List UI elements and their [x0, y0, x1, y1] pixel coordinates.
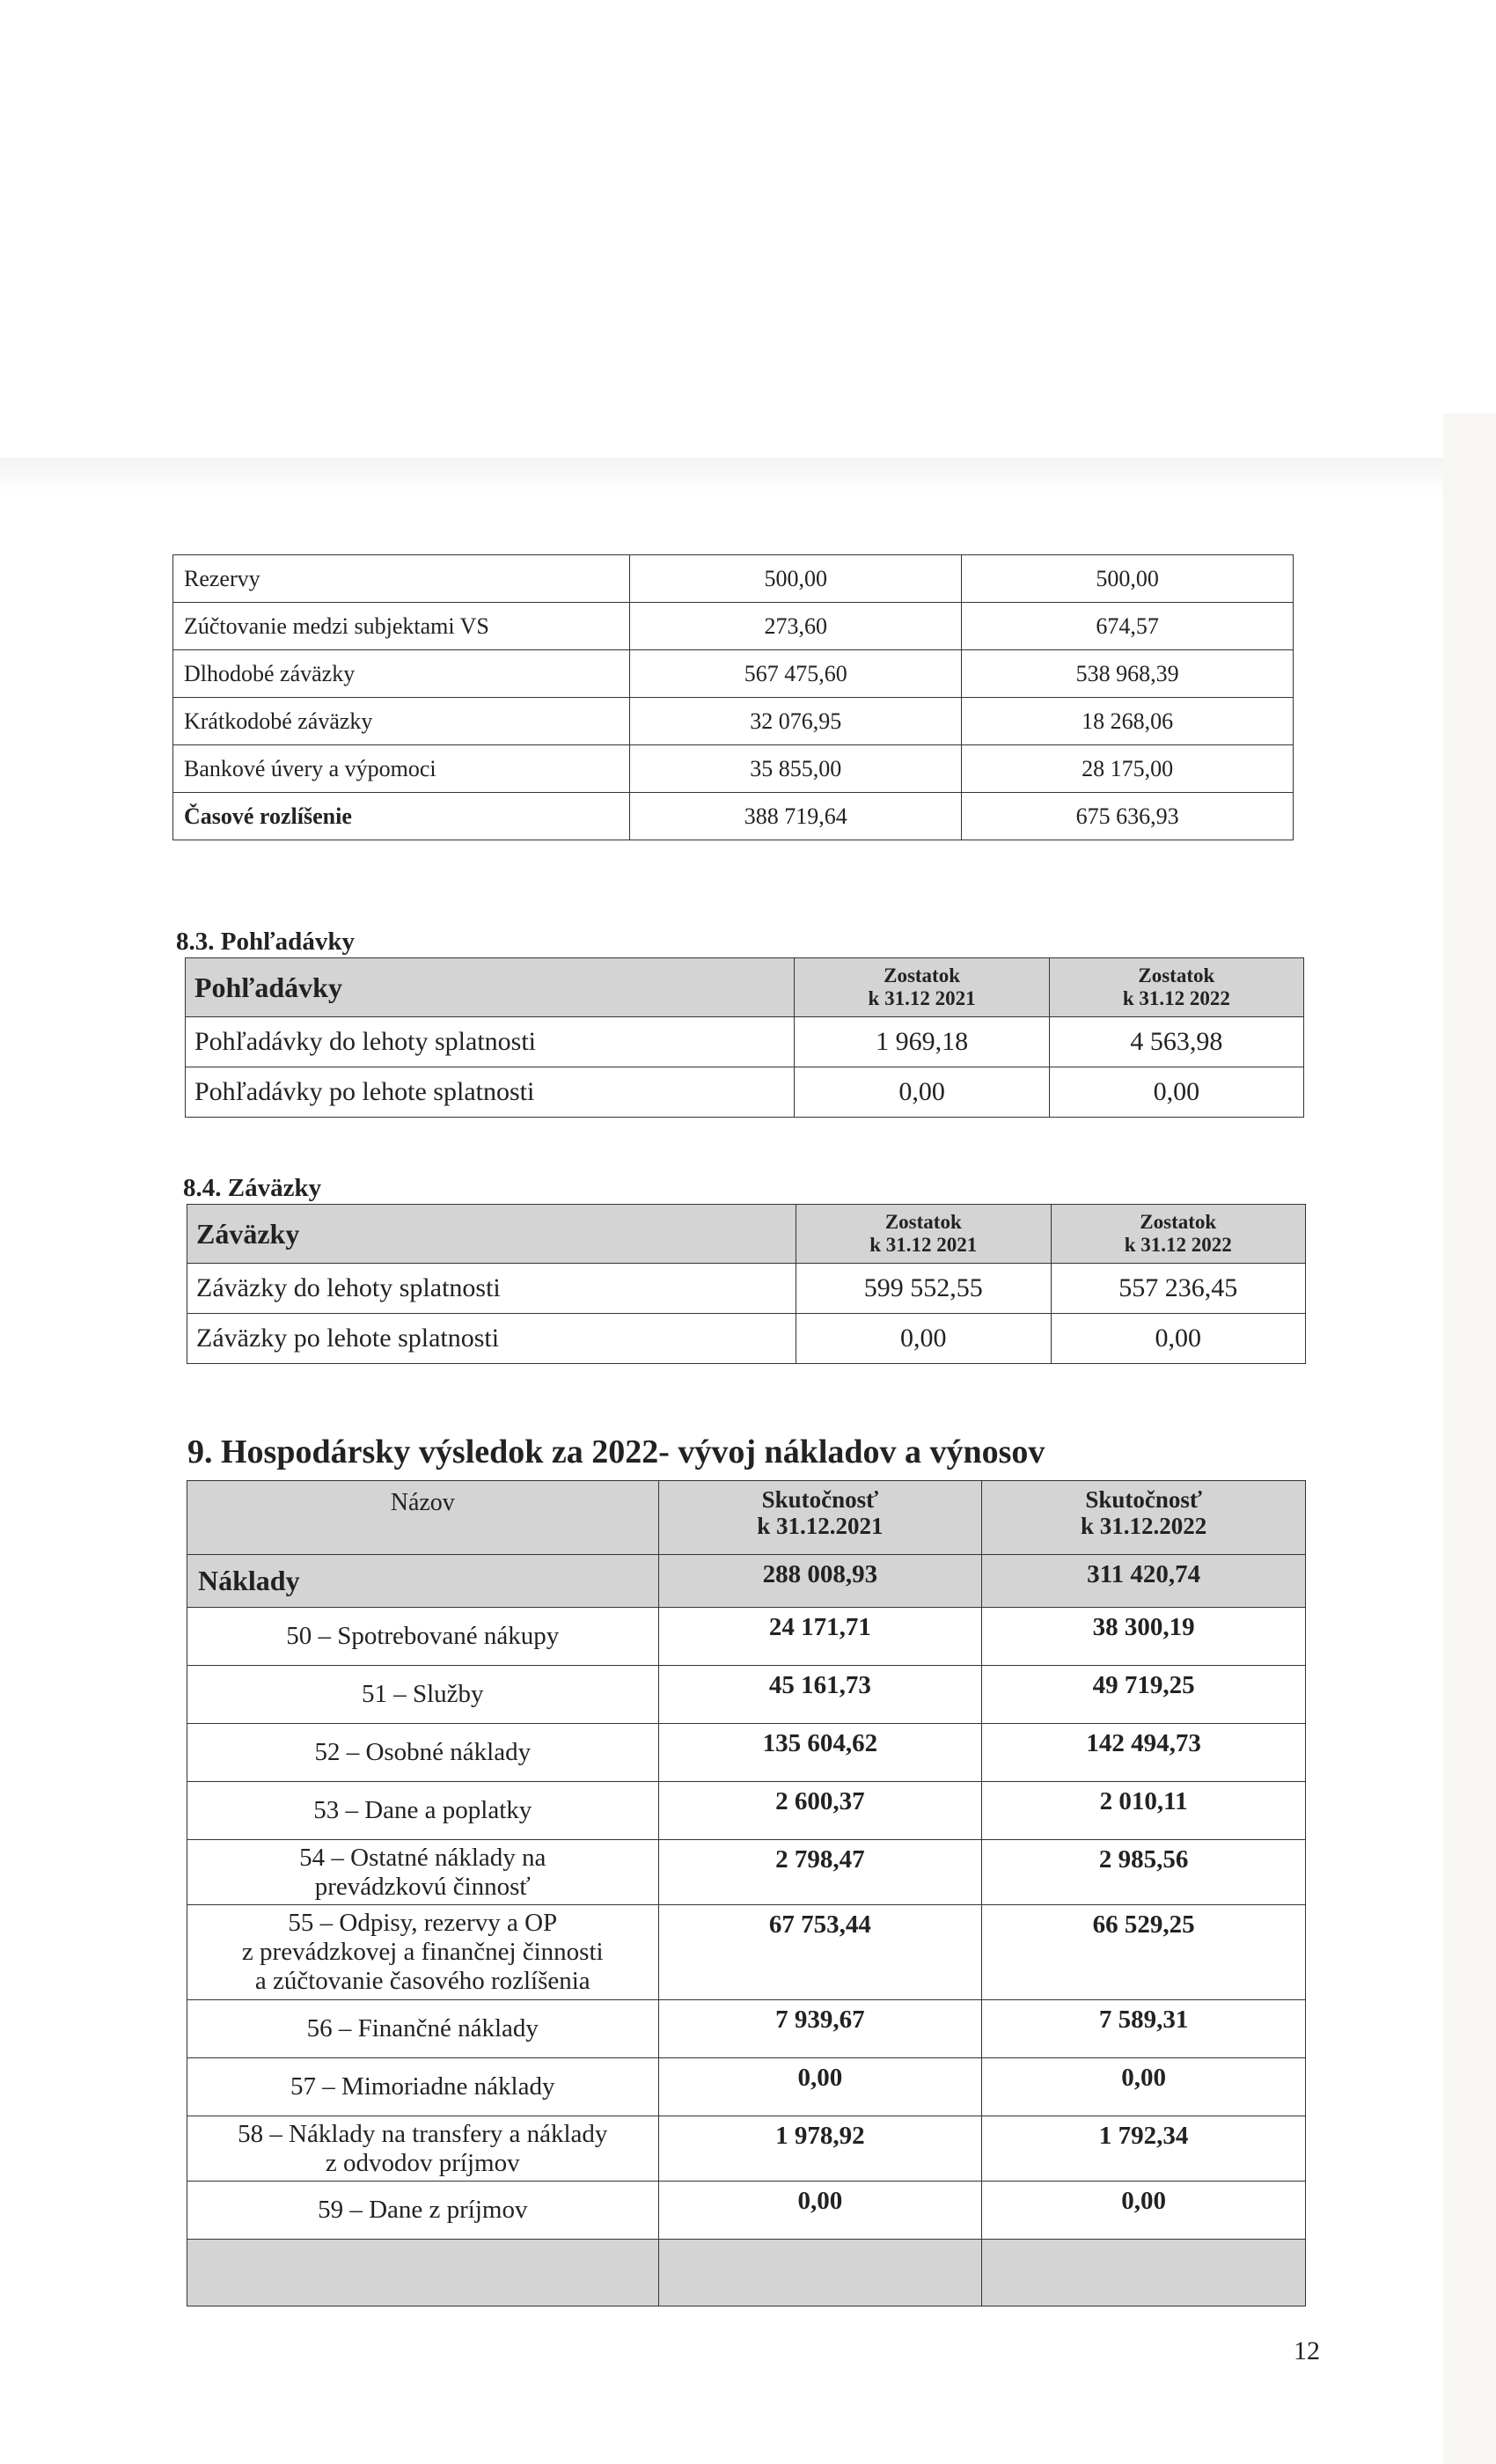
table-header-row	[187, 1205, 1306, 1264]
row-label: Dlhodobé záväzky	[173, 650, 630, 698]
value-2022: 38 300,19	[982, 1608, 1306, 1666]
row-label: Záväzky do lehoty splatnosti	[187, 1264, 796, 1314]
table-row	[173, 650, 1294, 698]
value-2022: 675 636,93	[962, 793, 1294, 840]
value-2021: 0,00	[658, 2182, 982, 2240]
value-2022: 311 420,74	[982, 1555, 1306, 1608]
table-row	[187, 2116, 1306, 2182]
table-row	[187, 2058, 1306, 2116]
row-label: 50 – Spotrebované nákupy	[187, 1608, 659, 1666]
value-2021: 1 969,18	[795, 1017, 1049, 1067]
value-2022: 557 236,45	[1051, 1264, 1305, 1314]
value-2021: 2 600,37	[658, 1782, 982, 1840]
value-2022: 2 985,56	[982, 1840, 1306, 1905]
value-2021: 24 171,71	[658, 1608, 982, 1666]
table-row	[187, 1264, 1306, 1314]
value-2022: 1 792,34	[982, 2116, 1306, 2182]
empty-cell	[658, 2240, 982, 2306]
header-col-2022: Skutočnosť k 31.12.2022	[982, 1481, 1306, 1555]
value-2022: 0,00	[982, 2058, 1306, 2116]
value-2022: 142 494,73	[982, 1724, 1306, 1782]
row-label: Časové rozlíšenie	[173, 793, 630, 840]
row-label: Záväzky po lehote splatnosti	[187, 1314, 796, 1364]
page-number: 12	[1294, 2336, 1320, 2365]
value-2022: 538 968,39	[962, 650, 1294, 698]
table-row	[187, 2000, 1306, 2058]
value-2021: 567 475,60	[630, 650, 962, 698]
table-row	[173, 555, 1294, 603]
value-2022: 0,00	[1049, 1067, 1303, 1118]
row-label: Zúčtovanie medzi subjektami VS	[173, 603, 630, 650]
value-2022: 0,00	[1051, 1314, 1305, 1364]
value-2021: 0,00	[795, 1067, 1049, 1118]
row-label: Rezervy	[173, 555, 630, 603]
row-label: Pohľadávky do lehoty splatnosti	[186, 1017, 795, 1067]
header-col-2021: Skutočnosť k 31.12.2021	[658, 1481, 982, 1555]
section-row-costs	[187, 1555, 1306, 1608]
value-2022: 4 563,98	[1049, 1017, 1303, 1067]
row-label: 54 – Ostatné náklady na prevádzkovú činnosť	[187, 1840, 659, 1905]
empty-cell	[187, 2240, 659, 2306]
receivables-table	[185, 957, 1304, 1118]
value-2021: 7 939,67	[658, 2000, 982, 2058]
table-row	[173, 603, 1294, 650]
value-2022: 49 719,25	[982, 1666, 1306, 1724]
table-row	[187, 1905, 1306, 2000]
section-label: Náklady	[187, 1555, 659, 1608]
value-2021: 388 719,64	[630, 793, 962, 840]
table-row	[187, 1608, 1306, 1666]
header-label: Záväzky	[187, 1205, 796, 1264]
row-label: 53 – Dane a poplatky	[187, 1782, 659, 1840]
value-2021: 135 604,62	[658, 1724, 982, 1782]
table-row	[173, 745, 1294, 793]
scan-page-edge	[1443, 414, 1496, 2464]
row-label: 51 – Služby	[187, 1666, 659, 1724]
table-header-row	[186, 958, 1304, 1017]
value-2021: 1 978,92	[658, 2116, 982, 2182]
header-col-2021: Zostatok k 31.12 2021	[796, 1205, 1051, 1264]
row-label: 57 – Mimoriadne náklady	[187, 2058, 659, 2116]
value-2022: 28 175,00	[962, 745, 1294, 793]
empty-total-row	[187, 2240, 1306, 2306]
value-2021: 45 161,73	[658, 1666, 982, 1724]
value-2021: 288 008,93	[658, 1555, 982, 1608]
table-row	[187, 1840, 1306, 1905]
row-label: 55 – Odpisy, rezervy a OP z prevádzkovej a finančnej činnosti a zúčtovanie časového rozlíšenia	[187, 1905, 659, 2000]
header-col-2022: Zostatok k 31.12 2022	[1049, 958, 1303, 1017]
row-label: 58 – Náklady na transfery a náklady z odvodov príjmov	[187, 2116, 659, 2182]
table-row	[173, 793, 1294, 840]
section-heading-results: 9. Hospodársky výsledok za 2022- vývoj nákladov a výnosov	[187, 1434, 1045, 1470]
balance-table	[172, 554, 1294, 840]
value-2021: 35 855,00	[630, 745, 962, 793]
table-row	[187, 2182, 1306, 2240]
header-col-2022: Zostatok k 31.12 2022	[1051, 1205, 1305, 1264]
table-row	[187, 1782, 1306, 1840]
row-label: 52 – Osobné náklady	[187, 1724, 659, 1782]
value-2021: 0,00	[796, 1314, 1051, 1364]
value-2021: 2 798,47	[658, 1840, 982, 1905]
row-label: Pohľadávky po lehote splatnosti	[186, 1067, 795, 1118]
section-heading-liabilities: 8.4. Záväzky	[183, 1174, 322, 1202]
table-row	[186, 1067, 1304, 1118]
value-2022: 674,57	[962, 603, 1294, 650]
results-table	[187, 1480, 1306, 2306]
value-2021: 32 076,95	[630, 698, 962, 745]
header-col-2021: Zostatok k 31.12 2021	[795, 958, 1049, 1017]
value-2022: 2 010,11	[982, 1782, 1306, 1840]
table-row	[187, 1666, 1306, 1724]
header-label: Pohľadávky	[186, 958, 795, 1017]
header-col-name: Názov	[187, 1481, 659, 1555]
row-label: 56 – Finančné náklady	[187, 2000, 659, 2058]
liabilities-table	[187, 1204, 1306, 1364]
row-label: 59 – Dane z príjmov	[187, 2182, 659, 2240]
table-header-row	[187, 1481, 1306, 1555]
value-2022: 0,00	[982, 2182, 1306, 2240]
value-2022: 7 589,31	[982, 2000, 1306, 2058]
row-label: Krátkodobé záväzky	[173, 698, 630, 745]
table-row	[187, 1724, 1306, 1782]
row-label: Bankové úvery a výpomoci	[173, 745, 630, 793]
table-row	[173, 698, 1294, 745]
table-row	[187, 1314, 1306, 1364]
value-2021: 0,00	[658, 2058, 982, 2116]
value-2021: 67 753,44	[658, 1905, 982, 2000]
table-row	[186, 1017, 1304, 1067]
value-2021: 599 552,55	[796, 1264, 1051, 1314]
section-heading-receivables: 8.3. Pohľadávky	[176, 928, 355, 956]
empty-cell	[982, 2240, 1306, 2306]
value-2022: 500,00	[962, 555, 1294, 603]
value-2022: 18 268,06	[962, 698, 1294, 745]
value-2021: 273,60	[630, 603, 962, 650]
value-2022: 66 529,25	[982, 1905, 1306, 2000]
value-2021: 500,00	[630, 555, 962, 603]
scan-shadow-band	[0, 458, 1443, 493]
